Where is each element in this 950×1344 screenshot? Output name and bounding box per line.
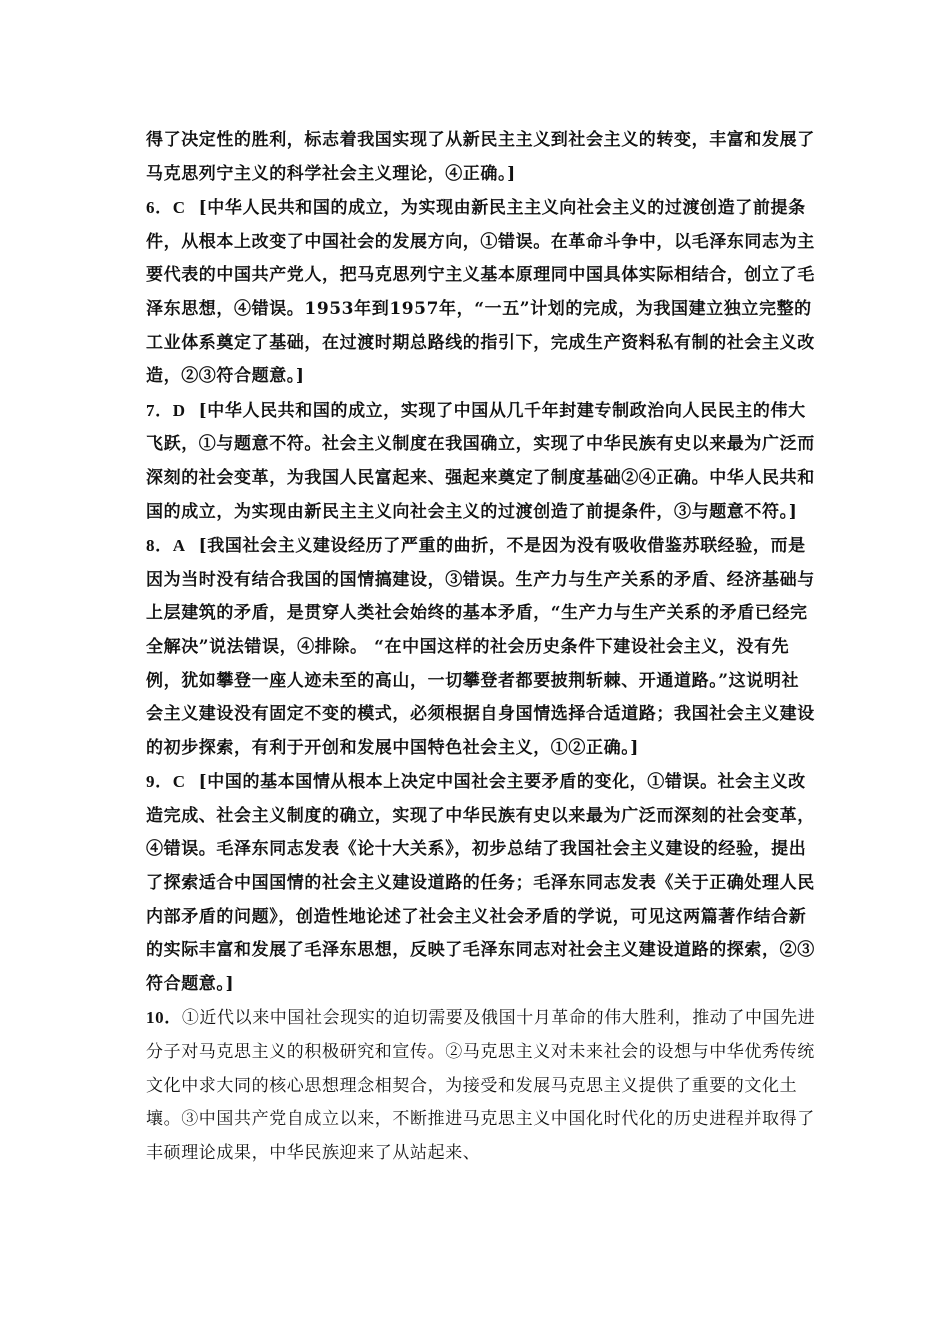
answer-text: [中华人民共和国的成立，为实现由新民主主义向社会主义的过渡创造了前提条件，从根本上改变了中国社会的发展方向，①错误。在革命斗争中，以毛泽东同志为主要代表的中国共产党人，把马克思列宁主义基本原理同中国具体实际相结合，创立了毛泽东思想，④错误。1953年到1957年，“一五”计划的完成，为我国建立独立完整的工业体系奠定了基础，在过渡时期总路线的指引下，完成生产资料私有制的社会主义改造，②③符合题意。] [146,198,815,387]
answer-explanations [146,124,816,1170]
answer-text: [中国的基本国情从根本上决定中国社会主要矛盾的变化，①错误。社会主义改造完成、社会主义制度的确立，实现了中华民族有史以来最为广泛而深刻的社会变革，④错误。毛泽东同志发表《论十大关系》，初步总结了我国社会主义建设的经验，提出了探索适合中国国情的社会主义建设道路的任务；毛泽东同志发表《关于正确处理人民内部矛盾的问题》，创造性地论述了社会主义社会矛盾的学说，可见这两篇著作结合新的实际丰富和发展了毛泽东思想，反映了毛泽东同志对社会主义建设道路的探索，②③符合题意。] [146,772,815,994]
answer-text: ①近代以来中国社会现实的迫切需要及俄国十月革命的伟大胜利，推动了中国先进分子对马克思主义的积极研究和宣传。②马克思主义对未来社会的设想与中华优秀传统文化中求大同的核心思想理念相契合，为接受和发展马克思主义提供了重要的文化土壤。③中国共产党自成立以来，不断推进马克思主义中国化时代化的历史进程并取得了丰硕理论成果，中华民族迎来了从站起来、 [146,1008,816,1163]
answer-number: 9．C [146,772,186,792]
answer-text: 得了决定性的胜利，标志着我国实现了从新民主主义到社会主义的转变，丰富和发展了马克思列宁主义的科学社会主义理论，④正确。] [146,130,815,184]
answer-8 [146,529,816,765]
answer-number: 10． [146,1008,182,1028]
answer-number: 7．D [146,400,186,420]
answer-10 [146,1001,816,1170]
answer-6 [146,191,816,394]
answer-7 [146,394,816,529]
answer-5-continued [146,124,816,191]
answer-number: 6．C [146,198,186,218]
answer-text: [我国社会主义建设经历了严重的曲折，不是因为没有吸收借鉴苏联经验，而是因为当时没有结合我国的国情搞建设，③错误。生产力与生产关系的矛盾、经济基础与上层建筑的矛盾，是贯穿人类社会始终的基本矛盾，“生产力与生产关系的矛盾已经完全解决”说法错误，④排除。 “在中国这样的社会历史条件下建设社会主义，没有先例，犹如攀登一座人迹未至的高山，一切攀登者都要披荆斩棘、开通道路。”这说明社会主义建设没有固定不变的模式，必须根据自身国情选择合适道路；我国社会主义建设的初步探索，有利于开创和发展中国特色社会主义，①②正确。] [146,536,815,758]
answer-number: 8．A [146,536,186,556]
answer-text: [中华人民共和国的成立，实现了中国从几千年封建专制政治向人民民主的伟大飞跃，①与题意不符。社会主义制度在我国确立，实现了中华民族有史以来最为广泛而深刻的社会变革，为我国人民富起来、强起来奠定了制度基础②④正确。中华人民共和国的成立，为实现由新民主主义向社会主义的过渡创造了前提条件，③与题意不符。] [146,400,815,522]
answer-9 [146,765,816,1001]
